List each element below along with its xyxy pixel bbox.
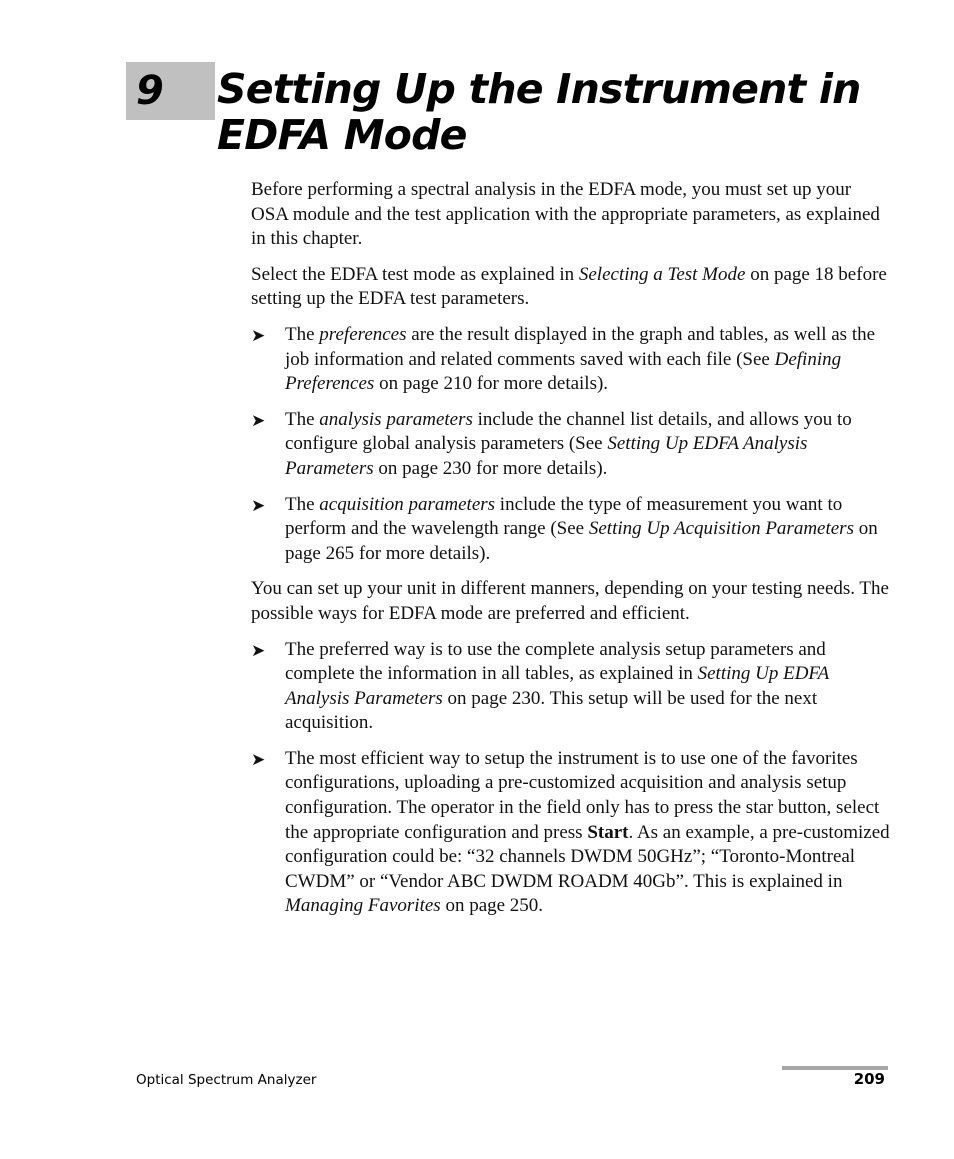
page-number: 209 [853,1070,885,1088]
arrow-bullet-icon: ➤ [251,410,266,431]
arrow-bullet-icon: ➤ [251,749,266,770]
term: analysis parameters [319,408,473,430]
list-item: ➤ The preferred way is to use the complete analysis setup parameters and complete the information in all tables, as explained in Setting Up EDFA Analysis Parameters on page 230. This setup will be used for the next acquisition. [251,638,829,734]
cross-reference-link[interactable]: Setting Up EDFA Analysis Parameters [285,663,829,709]
setup-ways-paragraph: You can set up your unit in different manners, depending on your testing needs. The possible ways for EDFA mode are preferred and efficient. [251,578,889,624]
chapter-title: Setting Up the Instrument in EDFA Mode [217,65,861,159]
term: acquisition parameters [319,493,496,515]
intro-paragraph: Before performing a spectral analysis in the EDFA mode, you must set up your OSA module and the test application with the appropriate parameters, as explained in this chapter. [251,179,880,250]
list-item: ➤ The most efficient way to setup the instrument is to use one of the favorites configurations, uploading a pre-customized acquisition and analysis setup configuration. The operator in the field only has to press the star button, select the appropriate configuration and press Start. As an example, a pre-customized configuration could be: “32 channels DWDM 50GHz”; “Toronto-Montreal CWDM” or “Vendor ABC DWDM ROADM 40Gb”. This is explained in Managing Favorites on page 250. [251,747,890,917]
chapter-number: 9 [136,68,164,114]
start-button-reference: Start [587,821,629,843]
cross-reference-link[interactable]: Defining Preferences [285,348,842,395]
test-mode-paragraph: Select the EDFA test mode as explained in Selecting a Test Mode on page 18 before setting up the EDFA test parameters. [251,263,887,310]
cross-reference-link[interactable]: Setting Up Acquisition Parameters [588,518,854,540]
arrow-bullet-icon: ➤ [251,640,266,661]
list-item: ➤ The analysis parameters include the channel list details, and allows you to configure global analysis parameters (See Setting Up EDFA Analysis Parameters on page 230 for more details). [251,408,852,479]
cross-reference-link[interactable]: Selecting a Test Mode [578,263,746,285]
cross-reference-link[interactable]: Managing Favorites [285,895,441,917]
arrow-bullet-icon: ➤ [251,495,266,516]
list-item: ➤ The acquisition parameters include the type of measurement you want to perform and the wavelength range (See Setting Up Acquisition Parameters on page 265 for more details). [251,493,878,564]
page-body [251,178,891,930]
footer-product-name: Optical Spectrum Analyzer [136,1072,317,1088]
cross-reference-link[interactable]: Setting Up EDFA Analysis Parameters [285,433,808,479]
arrow-bullet-icon: ➤ [251,325,266,346]
term: preferences [319,323,407,345]
list-item: ➤ The preferences are the result displayed in the graph and tables, as well as the job information and related comments saved with each file (See Defining Preferences on page 210 for more details). [251,323,876,395]
